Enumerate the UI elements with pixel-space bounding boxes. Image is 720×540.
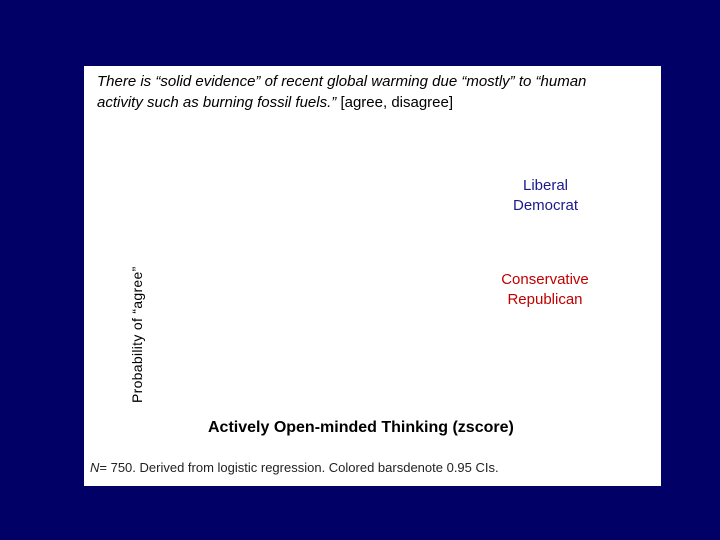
chart-panel [84, 66, 661, 486]
chart-title [97, 71, 661, 113]
footnote-n: N [90, 460, 100, 475]
series-label-liberal-line2: Democrat [512, 197, 579, 214]
footnote-text: = 750. Derived from logistic regression. Colored barsdenote 0.95 CIs. [99, 460, 499, 475]
series-label-liberal-line1: Liberal [522, 177, 569, 194]
x-axis-label: Actively Open-minded Thinking (zscore) [208, 419, 514, 436]
series-label-conservative-line2: Republican [507, 291, 583, 308]
series-label-liberal-democrat [508, 176, 583, 216]
title-response-options: [agree, disagree] [340, 94, 454, 111]
series-label-conservative-republican [490, 270, 600, 310]
title-question-text: activity such as burning fossil fuels.” [97, 94, 337, 111]
title-line-2 [97, 92, 661, 113]
y-axis-label: Probability of “agree” [129, 266, 145, 403]
title-line-1: There is “solid evidence” of recent global warming due “mostly” to “human [97, 73, 587, 90]
footnote [90, 460, 499, 475]
series-label-conservative-line1: Conservative [501, 271, 589, 288]
